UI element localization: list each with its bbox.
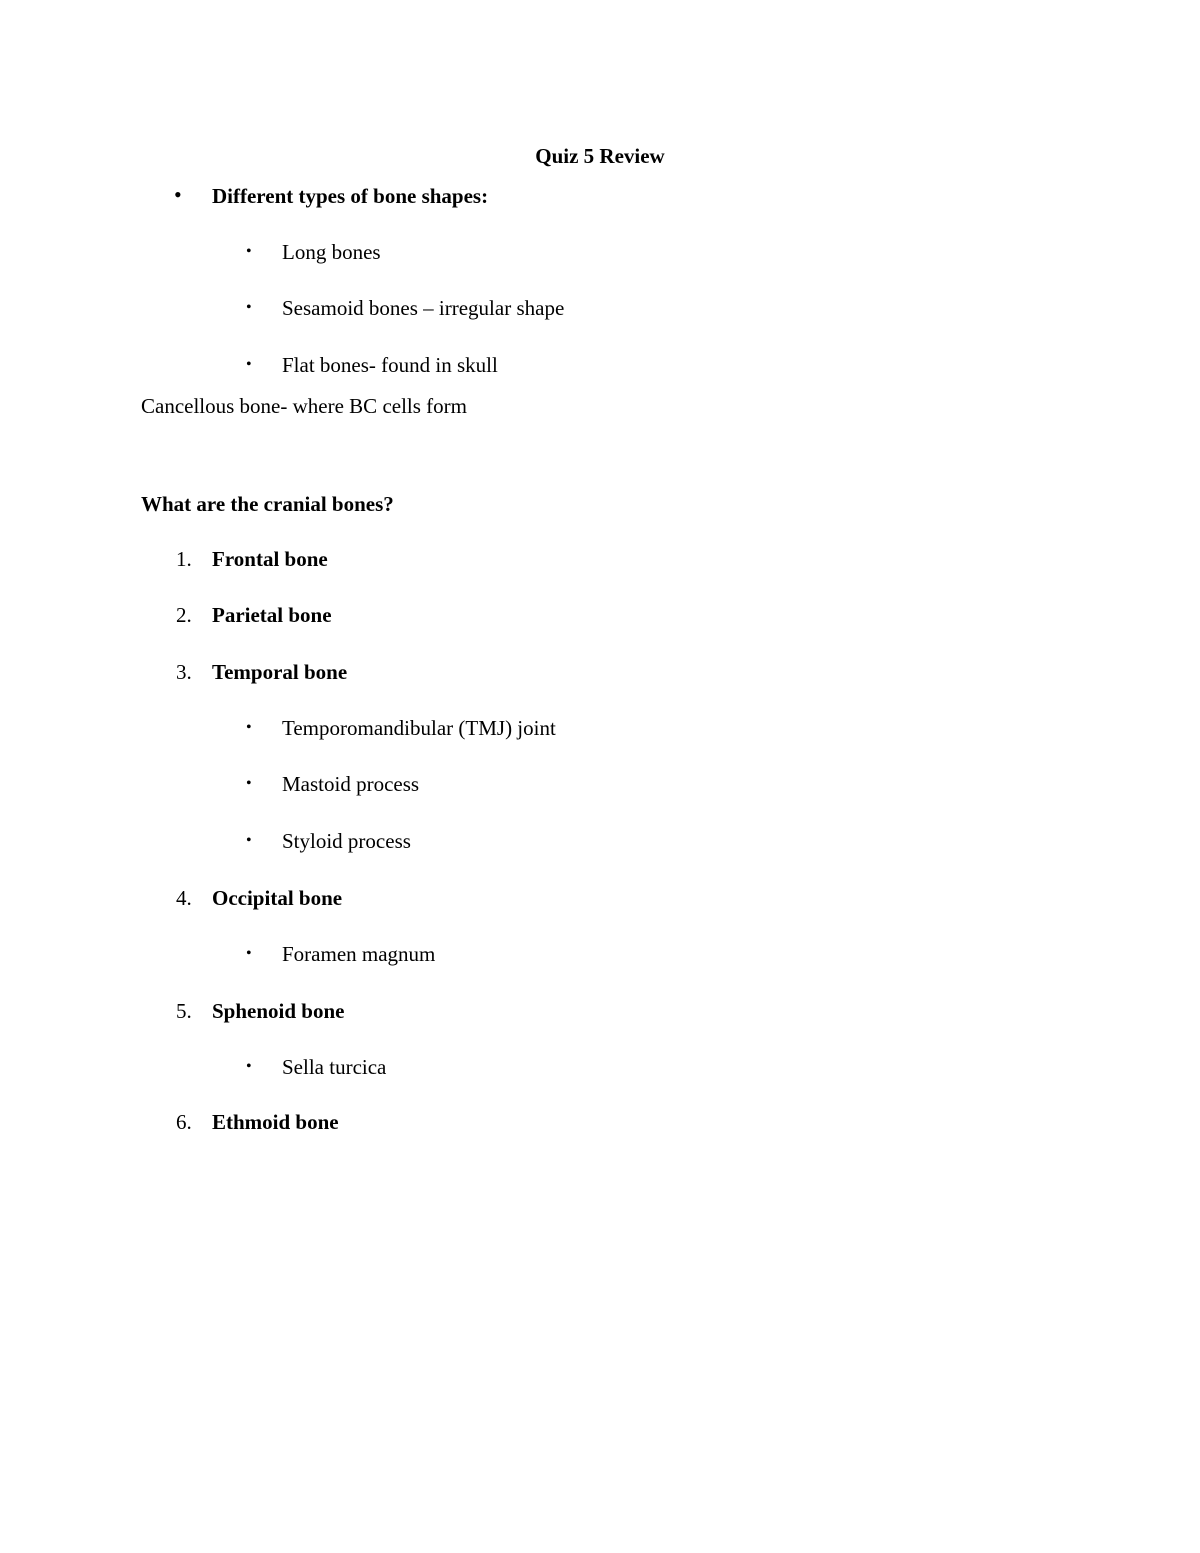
- list-item-ethmoid-bone: Ethmoid bone: [212, 1110, 339, 1134]
- list-item-occipital-bone: Occipital bone: [212, 886, 343, 910]
- list-item-long-bones: Long bones: [282, 240, 381, 264]
- list-item-parietal-bone: Parietal bone: [212, 603, 332, 627]
- list-bullet: •: [246, 356, 252, 373]
- section-bullet: •: [174, 182, 182, 207]
- list-bullet: •: [246, 1058, 252, 1075]
- list-number: 5.: [176, 999, 192, 1023]
- document-title: Quiz 5 Review: [535, 144, 665, 168]
- sub-item-styloid-process: Styloid process: [282, 829, 411, 853]
- list-number: 3.: [176, 660, 192, 684]
- sub-item-mastoid-process: Mastoid process: [282, 772, 420, 796]
- list-bullet: •: [246, 719, 252, 736]
- list-item-flat-bones: Flat bones- found in skull: [282, 353, 498, 377]
- list-number: 6.: [176, 1110, 192, 1134]
- list-bullet: •: [246, 945, 252, 962]
- list-item-sphenoid-bone: Sphenoid bone: [212, 999, 345, 1023]
- sub-item-foramen-magnum: Foramen magnum: [282, 942, 436, 966]
- list-item-frontal-bone: Frontal bone: [212, 547, 328, 571]
- section-heading-cranial-bones: What are the cranial bones?: [141, 492, 394, 516]
- list-bullet: •: [246, 299, 252, 316]
- list-bullet: •: [246, 775, 252, 792]
- list-number: 4.: [176, 886, 192, 910]
- list-number: 2.: [176, 603, 192, 627]
- note-cancellous-bone: Cancellous bone- where BC cells form: [141, 394, 467, 418]
- list-bullet: •: [246, 243, 252, 260]
- sub-item-sella-turcica: Sella turcica: [282, 1055, 387, 1079]
- sub-item-tmj-joint: Temporomandibular (TMJ) joint: [282, 716, 556, 740]
- list-item-sesamoid-bones: Sesamoid bones – irregular shape: [282, 296, 565, 320]
- list-item-temporal-bone: Temporal bone: [212, 660, 348, 684]
- list-bullet: •: [246, 832, 252, 849]
- list-number: 1.: [176, 547, 192, 571]
- section-heading-bone-shapes: Different types of bone shapes:: [212, 184, 489, 208]
